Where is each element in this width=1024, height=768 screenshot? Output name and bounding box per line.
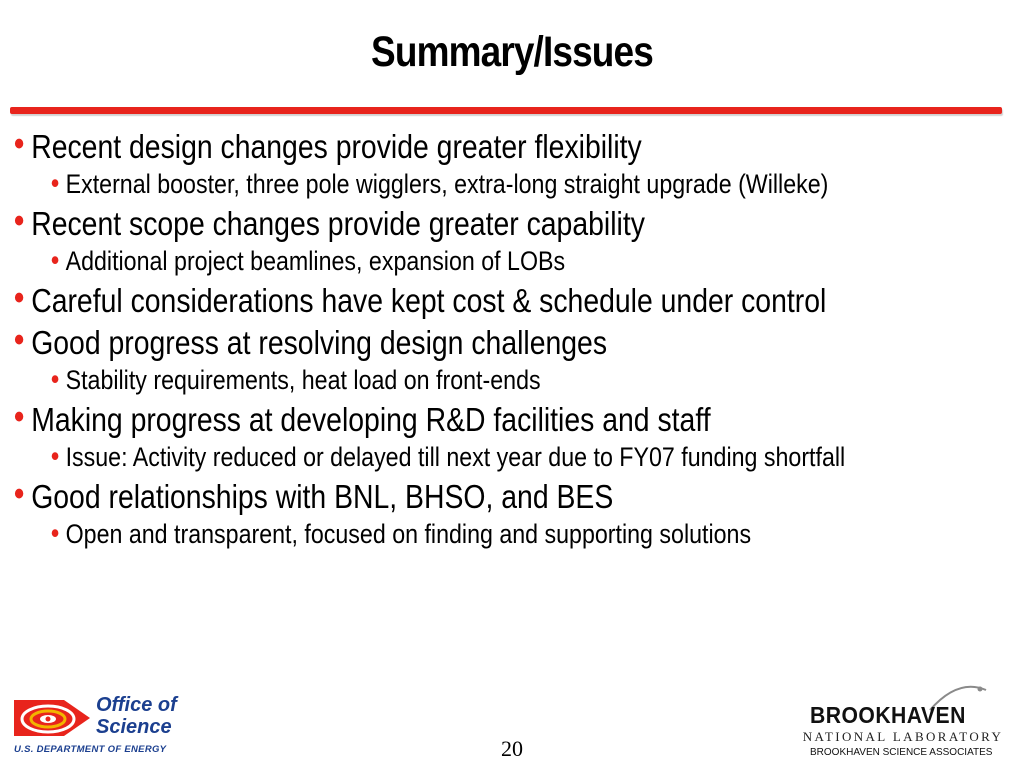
bullet-marker-icon: • [14, 279, 25, 317]
bullet-marker-icon: • [14, 475, 25, 513]
science-associates-text: BROOKHAVEN SCIENCE ASSOCIATES [810, 747, 993, 758]
sub-bullet-item [14, 441, 874, 473]
bullet-text: Recent scope changes provide greater capability [31, 205, 645, 242]
sub-bullet-text: Additional project beamlines, expansion of LOBs [65, 246, 566, 276]
bullet-marker-icon: • [50, 364, 60, 394]
office-of-line: Office of [96, 694, 177, 716]
page-number: 20 [501, 736, 523, 761]
bullet-text: Good progress at resolving design challenges [31, 324, 608, 361]
bullet-marker-icon: • [14, 398, 25, 436]
bullet-item [14, 398, 874, 438]
bullet-marker-icon: • [50, 168, 60, 198]
sub-bullet-item [14, 245, 874, 277]
doe-tagline: U.S. DEPARTMENT OF ENERGY [14, 744, 167, 755]
brookhaven-logo [790, 684, 1016, 764]
national-laboratory-text: NATIONAL LABORATORY [802, 729, 1004, 744]
bullet-text: Recent design changes provide greater flexibility [31, 128, 642, 165]
bullet-item [14, 321, 874, 361]
bullet-item [14, 279, 874, 319]
bullet-text: Making progress at developing R&D facilities and staff [31, 401, 711, 438]
bullet-item [14, 202, 874, 242]
sub-bullet-text: Stability requirements, heat load on front-ends [65, 365, 541, 395]
brookhaven-wordmark: BROOKHAVEN [810, 702, 966, 728]
bullet-marker-icon: • [14, 125, 25, 163]
sub-bullet-text: Open and transparent, focused on finding and supporting solutions [65, 519, 752, 549]
science-line: Science [96, 716, 172, 738]
title-divider [10, 107, 1002, 114]
slide-title: Summary/Issues [371, 28, 653, 76]
sub-bullet-item [14, 518, 874, 550]
bullet-marker-icon: • [50, 441, 60, 471]
bullet-marker-icon: • [50, 245, 60, 275]
sub-bullet-text: Issue: Activity reduced or delayed till next year due to FY07 funding shortfall [65, 442, 846, 472]
bullet-text: Careful considerations have kept cost & schedule under control [31, 282, 827, 319]
office-of-science-wordmark [96, 694, 177, 738]
bullet-list [14, 123, 874, 550]
sub-bullet-item [14, 168, 874, 200]
sub-bullet-text: External booster, three pole wigglers, extra-long straight upgrade (Willeke) [65, 169, 829, 199]
bullet-item [14, 125, 874, 165]
bullet-marker-icon: • [14, 321, 25, 359]
bullet-marker-icon: • [14, 202, 25, 240]
sub-bullet-item [14, 364, 874, 396]
bullet-marker-icon: • [50, 518, 60, 548]
bullet-item [14, 475, 874, 515]
bullet-text: Good relationships with BNL, BHSO, and BES [31, 478, 614, 515]
